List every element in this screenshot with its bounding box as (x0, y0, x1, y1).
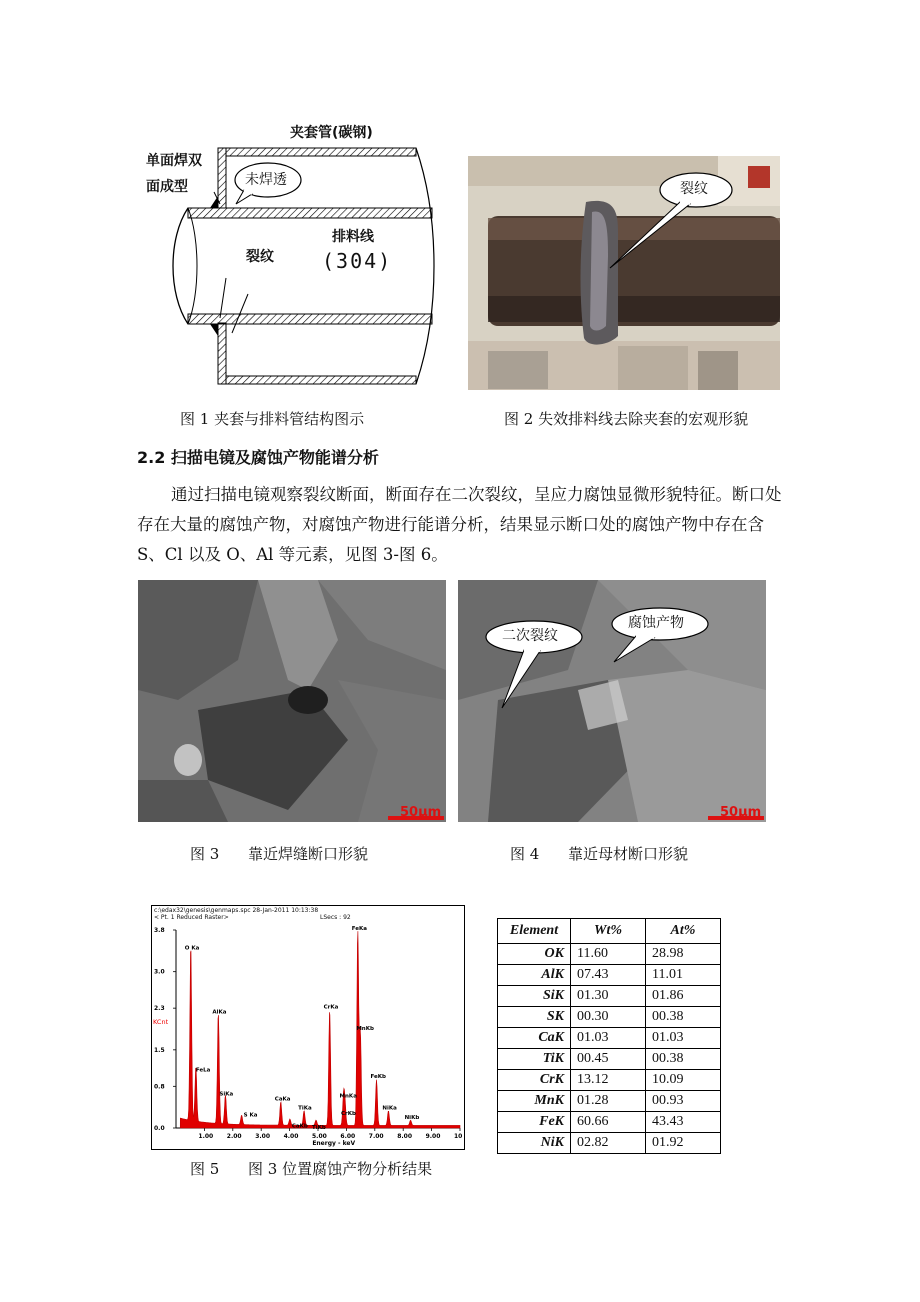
header-at: At% (646, 919, 721, 944)
cell-wt: 00.45 (571, 1049, 646, 1070)
figure-4-caption-text: 靠近母材断口形貌 (568, 845, 689, 863)
peak-label: MnKa (339, 1093, 357, 1100)
cell-element: AlK (498, 965, 571, 986)
label-jacket: 夹套管(碳钢) (290, 125, 373, 141)
cell-at: 01.86 (646, 986, 721, 1007)
cell-element: SiK (498, 986, 571, 1007)
cell-wt: 01.03 (571, 1028, 646, 1049)
table-row (498, 1028, 721, 1049)
x-tick-label: 2.00 (226, 1133, 242, 1140)
peak-label: TiKb (312, 1124, 326, 1131)
peak-label: SiKa (219, 1091, 234, 1098)
table-row (498, 944, 721, 965)
peak-label: TiKa (298, 1105, 312, 1112)
peak-label: S Ka (243, 1112, 258, 1119)
cell-wt: 11.60 (571, 944, 646, 965)
figure-3-caption-text: 靠近焊缝断口形貌 (248, 845, 369, 863)
x-tick-label: 6.00 (340, 1133, 356, 1140)
table-row (498, 965, 721, 986)
callout-crack: 裂纹 (680, 181, 708, 197)
table-header-row (498, 919, 721, 944)
spectrum-plot (152, 906, 464, 1149)
cell-at: 00.38 (646, 1007, 721, 1028)
x-tick-label: 4.00 (283, 1133, 299, 1140)
peak-label: FeKb (370, 1074, 386, 1081)
x-axis-label: Energy - keV (312, 1140, 356, 1147)
peak-label: NiKb (404, 1114, 420, 1121)
cell-element: SK (498, 1007, 571, 1028)
cell-element: CrK (498, 1070, 571, 1091)
peak-label: O Ka (184, 945, 200, 952)
scale-bar-label: 50μm (720, 805, 762, 820)
cell-wt: 60.66 (571, 1112, 646, 1133)
table-row (498, 1070, 721, 1091)
section-heading: 2.2 扫描电镜及腐蚀产物能谱分析 (137, 448, 379, 467)
cell-element: OK (498, 944, 571, 965)
y-tick-label: 3.0 (154, 968, 165, 976)
cell-wt: 01.28 (571, 1091, 646, 1112)
section-paragraph: 通过扫描电镜观察裂纹断面，断面存在二次裂纹，呈应力腐蚀显微形貌特征。断口处存在大量的腐蚀产物，对腐蚀产物进行能谱分析，结果显示断口处的腐蚀产物中存在含 S、Cl 以及 O、Al 等元素，见图 3-图 6。 (137, 485, 782, 564)
figure-4-sem (458, 580, 766, 822)
figure-3-caption-num: 图 3 (190, 845, 220, 863)
y-tick-label: 0.8 (154, 1083, 165, 1091)
cell-at: 10.09 (646, 1070, 721, 1091)
cell-element: FeK (498, 1112, 571, 1133)
figure-1 (140, 118, 440, 394)
peak-label: CrKa (323, 1004, 339, 1011)
figure-2-caption: 图 2 失效排料线去除夹套的宏观形貌 (504, 410, 749, 428)
callout-no-penetration: 未焊透 (245, 172, 287, 188)
cell-element: NiK (498, 1133, 571, 1154)
table-row (498, 1007, 721, 1028)
label-crack: 裂纹 (246, 249, 274, 265)
label-material: (304) (322, 249, 393, 273)
peak-label: CaKb (291, 1123, 308, 1130)
peak-label: MnKb (356, 1026, 374, 1033)
label-line: 排料线 (332, 229, 374, 245)
spectrum-header-point: < Pt. 1 Reduced Raster> (154, 914, 229, 921)
table-row (498, 1112, 721, 1133)
cell-at: 00.93 (646, 1091, 721, 1112)
cell-at: 43.43 (646, 1112, 721, 1133)
peak-label: AlKa (212, 1009, 227, 1016)
composition-table-wrapper (497, 918, 721, 1154)
header-wt: Wt% (571, 919, 646, 944)
figure-1-caption: 图 1 夹套与排料管结构图示 (180, 410, 365, 428)
x-tick-label: 8.00 (397, 1133, 413, 1140)
x-tick-label: 5.00 (312, 1133, 327, 1140)
x-tick-label: 9.00 (425, 1133, 441, 1140)
label-weld-line2: 面成型 (146, 179, 188, 195)
callout-corrosion-product: 腐蚀产物 (628, 615, 684, 631)
table-row (498, 1133, 721, 1154)
x-tick-label: 7.00 (368, 1133, 384, 1140)
y-tick-label: 2.3 (154, 1005, 165, 1013)
y-tick-label: 3.8 (154, 927, 165, 934)
peak-label: FeKa (351, 926, 368, 933)
header-element: Element (498, 919, 571, 944)
cell-at: 00.38 (646, 1049, 721, 1070)
cell-at: 11.01 (646, 965, 721, 986)
cell-wt: 01.30 (571, 986, 646, 1007)
peak-label: CaKa (274, 1096, 291, 1103)
y-tick-label: 0.0 (154, 1125, 165, 1132)
peak-label: FeLa (195, 1067, 211, 1074)
table-row (498, 986, 721, 1007)
table-row (498, 1049, 721, 1070)
y-axis-label: KCnt (153, 1017, 169, 1026)
cell-element: MnK (498, 1091, 571, 1112)
spectrum-header-path: c:\edax32\genesis\genmaps.spc 28-Jan-2011 10:13:38 (154, 907, 319, 914)
sem-image-base (458, 580, 766, 822)
callout-secondary-crack: 二次裂纹 (502, 628, 558, 644)
cell-wt: 00.30 (571, 1007, 646, 1028)
composition-table (497, 918, 721, 1154)
cell-element: TiK (498, 1049, 571, 1070)
figure-5-caption-text: 图 3 位置腐蚀产物分析结果 (248, 1160, 433, 1178)
cell-wt: 07.43 (571, 965, 646, 986)
label-weld-line1: 单面焊双 (146, 153, 202, 169)
cell-wt: 02.82 (571, 1133, 646, 1154)
x-tick-label: 10 (454, 1133, 463, 1140)
scale-bar-label: 50μm (400, 805, 442, 820)
cell-at: 28.98 (646, 944, 721, 965)
peak-label: CrKb (340, 1111, 356, 1118)
figure-2-photo (468, 156, 780, 390)
x-tick-label: 1.00 (198, 1133, 214, 1140)
figure-5-caption-num: 图 5 (190, 1160, 220, 1178)
figure-5-spectrum (151, 905, 465, 1150)
figure-4-caption-num: 图 4 (510, 845, 540, 863)
sem-image-weld (138, 580, 446, 822)
cell-at: 01.92 (646, 1133, 721, 1154)
cell-wt: 13.12 (571, 1070, 646, 1091)
spectrum-header-lsecs: LSecs : 92 (320, 914, 351, 921)
x-tick-label: 3.00 (255, 1133, 271, 1140)
cell-element: CaK (498, 1028, 571, 1049)
figure-3-sem (138, 580, 446, 822)
y-tick-label: 1.5 (154, 1046, 165, 1054)
table-row (498, 1091, 721, 1112)
cell-at: 01.03 (646, 1028, 721, 1049)
spectrum-series (180, 931, 460, 1128)
failed-pipe-photo (468, 156, 780, 390)
peak-label: NiKa (382, 1105, 397, 1112)
